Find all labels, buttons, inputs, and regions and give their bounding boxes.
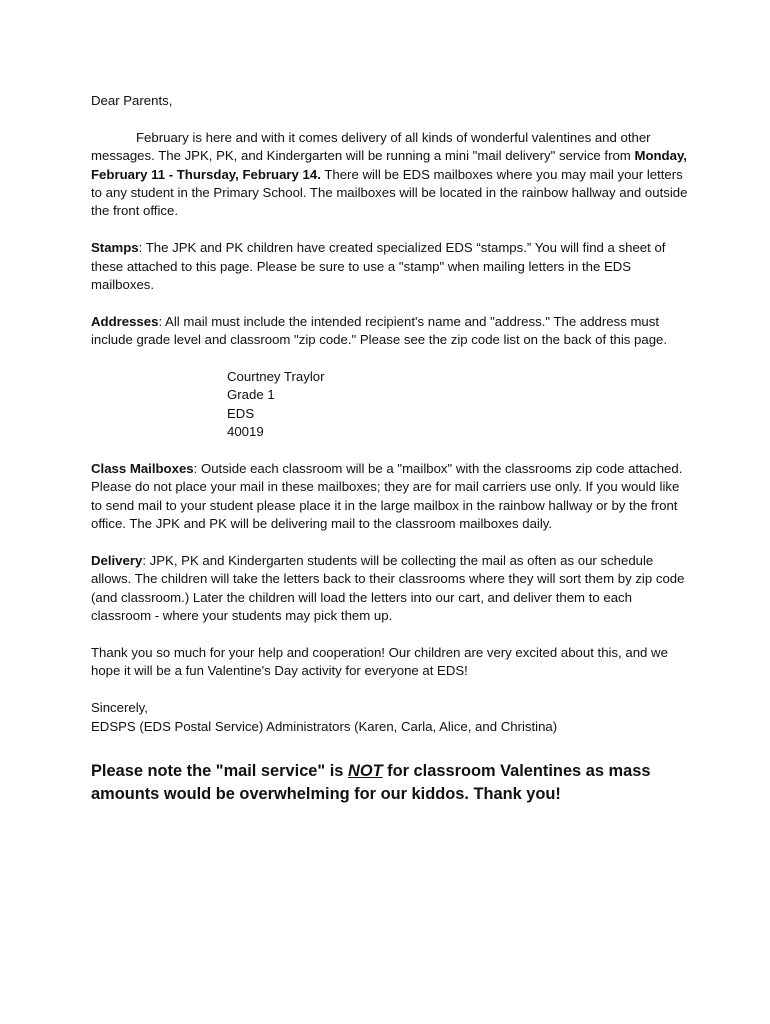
delivery-text: : JPK, PK and Kindergarten students will be collecting the mail as often as our schedule allows. The children will take the letters back to their classrooms where they will sort them by zip code (and classroom.) Later the children will load the letters into our cart, and deliver them to each classroom - where your students may pick them up.	[91, 553, 685, 624]
note-text-continued: for classroom Valentines as mass amounts would be overwhelming for our kiddos. Thank you!	[91, 762, 651, 804]
stamps-text: : The JPK and PK children have created specialized EDS “stamps.” You will find a sheet of these attached to this page. Please be sure to use a "stamp" when mailing letters in the EDS mailboxes.	[91, 240, 666, 293]
addresses-heading: Addresses	[91, 313, 159, 329]
closing-block	[91, 699, 691, 736]
salutation: Dear Parents,	[91, 93, 173, 108]
addresses-paragraph	[91, 313, 691, 350]
addresses-text: : All mail must include the intended recipient's name and "address." The address must include grade level and classroom "zip code." Please see the zip code list on the back of this page.	[91, 313, 668, 348]
stamps-heading: Stamps	[91, 240, 139, 256]
delivery-heading: Delivery	[91, 553, 143, 569]
note-text: Please note the "mail service" is	[91, 762, 348, 781]
example-address-block	[227, 368, 691, 442]
important-note	[91, 760, 691, 806]
signature: EDSPS (EDS Postal Service) Administrators (Karen, Carla, Alice, and Christina)	[91, 718, 558, 734]
address-grade: Grade 1	[227, 387, 275, 403]
intro-text: February is here and with it comes delivery of all kinds of wonderful valentines and other messages. The JPK, PK, and Kindergarten will be running a mini "mail delivery" service from	[91, 129, 651, 164]
intro-dates: Monday, February 11 - Thursday, February 14.	[91, 148, 687, 182]
address-name: Courtney Traylor	[227, 369, 325, 385]
delivery-paragraph	[91, 552, 691, 626]
intro-paragraph	[91, 129, 691, 221]
sign-off: Sincerely,	[91, 700, 148, 716]
letter-document	[91, 92, 691, 824]
address-school: EDS	[227, 405, 255, 421]
address-zip: 40019	[227, 424, 264, 440]
intro-text-continued: There will be EDS mailboxes where you may mail your letters to any student in the Primary School. The mailboxes will be located in the rainbow hallway and outside the front office.	[91, 166, 688, 219]
thanks-paragraph: Thank you so much for your help and cooperation! Our children are very excited about this, and we hope it will be a fun Valentine's Day activity for everyone at EDS!	[91, 645, 668, 679]
class-mailboxes-text: : Outside each classroom will be a "mailbox" with the classrooms zip code attached. Please do not place your mail in these mailboxes; they are for mail carriers use only. If you would like to send mail to your student please place it in the large mailbox in the rainbow hallway or by the front office. The JPK and PK will be delivering mail to the classroom mailboxes daily.	[91, 461, 683, 532]
note-emphasis: NOT	[347, 762, 383, 781]
stamps-paragraph	[91, 239, 691, 294]
class-mailboxes-heading: Class Mailboxes	[91, 461, 194, 477]
class-mailboxes-paragraph	[91, 460, 691, 534]
